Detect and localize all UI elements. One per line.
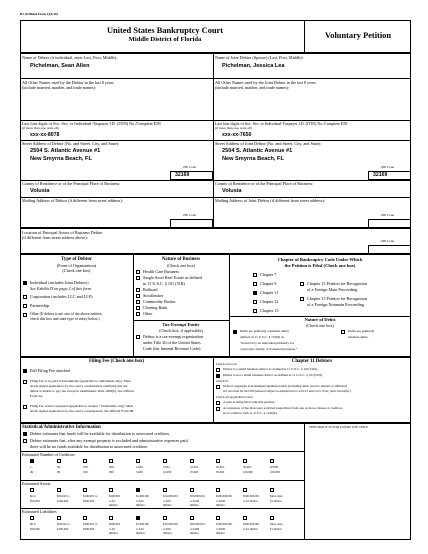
fee-waiver-line2: attach signed application for the court's consideration. See Official Form 3B. (30, 409, 135, 413)
acceptances-line1: Acceptances of the plan were solicited prepetition from one or more classes of creditors, (223, 406, 343, 410)
corporation-checkbox[interactable] (23, 295, 27, 299)
acceptances-line2: in accordance with 11 U.S.C. § 1126(b). (223, 411, 278, 415)
liabilities-option-label: $1 billion (270, 526, 282, 531)
chapter-13-label: Chapter 13 (260, 308, 279, 313)
creditors-option-label: 1,000- (136, 465, 144, 469)
chapter-15-main-checkbox[interactable] (300, 282, 304, 286)
fee-waiver-checkbox[interactable] (23, 405, 27, 409)
assets-label: Estimated Assets (22, 481, 51, 486)
railroad-label: Railroad (143, 287, 158, 292)
joint-zip-label: ZIP Code (381, 165, 394, 169)
assets-option-label: million (109, 503, 118, 507)
single-asset-checkbox[interactable] (136, 276, 140, 280)
business-debts-line1: Debts are primarily (348, 329, 375, 333)
assets-option-label: $10,000,001 (163, 494, 178, 498)
aggregate-debts-line1: Debtor's aggregate noncontingent liquidated debts (excluding debts owed to insiders or affiliates) (223, 384, 347, 388)
assets-option-label: $1 billion (270, 498, 282, 503)
joint-mailing-zip-label: ZIP Code (381, 213, 394, 217)
debtor-county[interactable]: Volusia (30, 188, 50, 194)
assets-option-label: $50,000 (30, 498, 40, 503)
creditors-option-checkbox[interactable] (83, 459, 87, 463)
other-entity-label: Other (If debtor is not one of the above entities, (30, 312, 103, 316)
creditors-option-checkbox[interactable] (57, 459, 61, 463)
creditors-option-label: 100,000 (243, 469, 253, 474)
liabilities-option-label: to $500 (216, 526, 226, 531)
creditors-option-checkbox[interactable] (190, 459, 194, 463)
liabilities-option-label: $500,000 (83, 526, 95, 531)
joint-mailing-zip-box[interactable] (368, 219, 411, 228)
plan-filed-label: A plan is being filed with this petition. (223, 400, 276, 404)
creditors-option-checkbox[interactable] (30, 459, 34, 463)
liabilities-option-label: More than (270, 522, 283, 526)
assets-option-label: $50,001 to (57, 494, 70, 498)
business-debts-checkbox[interactable] (341, 330, 345, 334)
creditors-option-checkbox[interactable] (109, 459, 113, 463)
form-id: B1 (Official Form 1)(4/10) (20, 12, 58, 16)
liabilities-option-checkbox[interactable] (216, 516, 220, 520)
chapter-15-main-label-2: of a Foreign Main Proceeding (307, 287, 358, 292)
chapter-15-main-label: Chapter 15 Petition for Recognition (307, 281, 368, 286)
debtor-ssn-label: Last four digits of Soc. Sec. or Individual-Taxpayer I.D. (ITIN) No./Complete EIN (22, 121, 161, 126)
funds-available-checkbox[interactable] (23, 432, 27, 436)
divider (20, 508, 304, 509)
liabilities-option-checkbox[interactable] (57, 516, 61, 520)
liabilities-option-checkbox[interactable] (30, 516, 34, 520)
individual-note: See Exhibit D on page 2 of this form. (30, 286, 92, 291)
creditors-label: Estimated Number of Creditors (22, 452, 75, 457)
creditors-option-label: 200- (109, 465, 115, 469)
liabilities-option-label: $100,000,001 (216, 522, 233, 526)
debtor-zip[interactable]: 32169 (175, 172, 190, 178)
chapter-11-label: Chapter 11 (260, 290, 279, 295)
liabilities-option-checkbox[interactable] (163, 516, 167, 520)
assets-option-label: to $50 (163, 498, 171, 503)
ch11-debtors-title: Chapter 11 Debtors (291, 359, 333, 364)
liabilities-option-label: million (136, 531, 145, 535)
creditors-option-label: 49 (30, 469, 33, 474)
consumer-debts-line4: a personal, family, or household purpose." (240, 347, 298, 351)
assets-option-label: $0 to (30, 494, 37, 498)
other-entity-checkbox[interactable] (23, 313, 27, 317)
creditors-option-label: 5,000 (136, 469, 143, 474)
consumer-debts-line1: Debts are primarily consumer debts, (240, 329, 290, 333)
other-business-checkbox[interactable] (136, 312, 140, 316)
assets-option-checkbox[interactable] (30, 488, 34, 492)
chapter-15-nonmain-label-2: of a Foreign Nonmain Proceeding (307, 302, 364, 307)
health-care-label: Health Care Business (143, 269, 180, 274)
commodity-checkbox[interactable] (136, 300, 140, 304)
consumer-debts-checkbox[interactable] (233, 330, 237, 334)
joint-zip[interactable]: 32169 (373, 172, 388, 178)
joint-mailing-label: Mailing Address of Joint Debtor (if different from street address): (215, 198, 326, 203)
liabilities-option-label: $50,000,001 (190, 522, 205, 526)
chapter-15-nonmain-label: Chapter 15 Petition for Recognition (307, 296, 368, 301)
district-name: Middle District of Florida (128, 36, 202, 43)
court-use-label: THIS SPACE IS FOR COURT USE ONLY (309, 425, 369, 429)
assets-option-checkbox[interactable] (136, 488, 140, 492)
assets-option-label: million (216, 503, 225, 507)
creditors-option-label: 999 (109, 469, 114, 474)
joint-name[interactable]: Pichelman, Jessica Lea (222, 63, 285, 69)
installments-checkbox[interactable] (23, 380, 27, 384)
debtor-mailing-zip-label: ZIP Code (183, 213, 196, 217)
funds-available-label: Debtor estimates that funds will be available for distribution to unsecured creditors. (30, 431, 171, 436)
divider (229, 254, 230, 357)
assets-option-label: to $1 (109, 498, 116, 503)
chapter-13-checkbox[interactable] (253, 309, 257, 313)
joint-county[interactable]: Volusia (222, 188, 242, 194)
small-business-label: Debtor is a small business debtor as defined in 11 U.S.C. § 101(51D). (223, 367, 318, 371)
assets-option-checkbox[interactable] (83, 488, 87, 492)
debtor-name-label: Name of Debtor (if individual, enter Last, First, Middle): (22, 55, 118, 60)
nature-debts-title: Nature of Debts (304, 317, 336, 322)
no-funds-line2: there will be no funds available for distribution to unsecured creditors. (30, 444, 149, 449)
debtor-other-names-sub: (include married, maiden, and trade names): (22, 85, 97, 90)
assets-option-label: to $500 (216, 498, 226, 503)
aggregate-debts-checkbox[interactable] (216, 385, 220, 389)
clearing-bank-checkbox[interactable] (136, 306, 140, 310)
tax-exempt-line2: under Title 26 of the United States (143, 340, 201, 345)
assets-option-checkbox[interactable] (109, 488, 113, 492)
single-asset-label-2: in 11 U.S.C. § 101 (51B) (143, 281, 185, 286)
liabilities-option-label: $500,000,001 (243, 522, 260, 526)
small-business-checkbox[interactable] (216, 368, 220, 372)
liabilities-option-label: $100,000 (57, 526, 69, 531)
divider (133, 320, 229, 321)
liabilities-option-label: to $1 billion (243, 526, 258, 531)
petition-title: Voluntary Petition (325, 31, 391, 40)
no-funds-checkbox[interactable] (23, 439, 27, 443)
joint-county-label: County of Residence or of the Principal Place of Business: (215, 181, 314, 186)
assets-option-label: $100,000 (57, 498, 69, 503)
aggregate-debts-line2: are less than $2,343,300 (amount subject to adjustment on 4/01/13 and every three years thereafter). (223, 389, 352, 393)
single-asset-label: Single Asset Real Estate as defined (143, 275, 202, 280)
assets-option-checkbox[interactable] (163, 488, 167, 492)
chapter-11-checkbox[interactable] (253, 291, 257, 295)
assets-option-label: $100,001 to (83, 494, 98, 498)
debtor-ssn[interactable]: xxx-xx-8078 (30, 132, 60, 138)
chapter-15-nonmain-checkbox[interactable] (300, 297, 304, 301)
divider (213, 357, 214, 423)
corporation-label: Corporation (includes LLC and LLP) (30, 294, 93, 299)
liabilities-option-label: million (109, 531, 118, 535)
liabilities-option-label: $0 to (30, 522, 37, 526)
nature-business-sub: (Check one box) (167, 263, 195, 268)
creditors-option-label: 199 (83, 469, 88, 474)
creditors-option-label: 50,001- (243, 465, 253, 469)
debtor-other-names-label: All Other Names used by the Debtor in the last 8 years (22, 80, 114, 85)
full-fee-checkbox[interactable] (23, 369, 27, 373)
assets-option-checkbox[interactable] (190, 488, 194, 492)
chapter-9-label: Chapter 9 (260, 281, 277, 286)
other-business-label: Other (143, 311, 153, 316)
not-small-business-checkbox[interactable] (216, 374, 220, 378)
filing-fee-title: Filing Fee (Check one box) (89, 359, 144, 364)
creditors-option-label: 25,001- (216, 465, 226, 469)
no-funds-line1: Debtor estimates that, after any exempt property is excluded and administrative expenses paid, (30, 438, 189, 443)
joint-street-2[interactable]: New Smyrna Beach, FL (222, 156, 284, 162)
liabilities-option-label: $50,000 (30, 526, 40, 531)
chapter-12-checkbox[interactable] (253, 300, 257, 304)
assets-option-label: million (190, 503, 199, 507)
individual-checkbox[interactable] (23, 281, 27, 285)
liabilities-option-label: $100,001 to (83, 522, 98, 526)
railroad-checkbox[interactable] (136, 288, 140, 292)
joint-name-label: Name of Joint Debtor (Spouse) (Last, First, Middle): (215, 55, 304, 60)
chapter-12-label: Chapter 12 (260, 299, 279, 304)
assets-option-checkbox[interactable] (270, 488, 274, 492)
debtor-street-label: Street Address of Debtor (No. and Street, City, and State): (22, 141, 120, 146)
location-label: Location of Principal Assets of Business Debtor (22, 230, 103, 235)
creditors-option-label: 5,001- (163, 465, 171, 469)
individual-label: Individual (includes Joint Debtors) (30, 280, 89, 285)
debtor-name[interactable]: Pichelman, Sean Allen (30, 63, 90, 69)
tax-exempt-checkbox[interactable] (136, 335, 140, 339)
consumer-debts-line3: "incurred by an individual primarily for (240, 341, 294, 345)
debtor-county-label: County of Residence or of the Principal Place of Business: (22, 181, 121, 186)
health-care-checkbox[interactable] (136, 270, 140, 274)
tax-exempt-line3: Code (the Internal Revenue Code). (143, 346, 202, 351)
stockbroker-checkbox[interactable] (136, 294, 140, 298)
stat-title: Statistical/Administrative Information (22, 425, 101, 430)
divider (304, 423, 305, 540)
divider (20, 480, 304, 481)
divider (20, 78, 411, 79)
creditors-option-label: 100,000 (270, 469, 280, 474)
location-sub: (if different from street address above): (22, 235, 88, 240)
liabilities-option-label: to $1 (109, 526, 116, 531)
stockbroker-label: Stockbroker (143, 293, 164, 298)
chapter-9-checkbox[interactable] (253, 282, 257, 286)
tax-exempt-line1: Debtor is a tax-exempt organization (143, 334, 204, 339)
liabilities-option-checkbox[interactable] (270, 516, 274, 520)
assets-option-label: $500,001 (109, 494, 121, 498)
type-debtor-sub2: (Check one box) (62, 268, 91, 273)
creditors-option-label: 50,000 (216, 469, 225, 474)
consumer-debts-line2: defined in 11 U.S.C. § 101(8) as (240, 335, 284, 339)
divider (304, 20, 305, 53)
type-debtor-sub1: (Form of Organization) (56, 263, 97, 268)
court-title: United States Bankruptcy Court (106, 26, 224, 35)
liabilities-option-checkbox[interactable] (83, 516, 87, 520)
liabilities-option-label: million (216, 531, 225, 535)
assets-option-label: $500,000,001 (243, 494, 260, 498)
ch11-check-one: Check one box: (216, 362, 238, 366)
assets-option-label: to $10 (136, 498, 144, 503)
installments-line2: attach signed application for the court's consideration certifying that the (30, 384, 128, 388)
liabilities-option-label: to $10 (136, 526, 144, 531)
joint-other-names-label: All Other Names used by the Joint Debtor in the last 8 years (215, 80, 316, 85)
creditors-option-checkbox[interactable] (216, 459, 220, 463)
creditors-option-checkbox[interactable] (243, 459, 247, 463)
debtor-street-1[interactable]: 2504 S. Atlantic Avenue #1 (30, 148, 101, 154)
assets-option-label: $50,000,001 (190, 494, 205, 498)
assets-option-label: More than (270, 494, 283, 498)
joint-ssn-label: Last four digits of Soc. Sec. or Individual-Taxpayer I.D. (ITIN) No./Complete EIN (215, 121, 348, 126)
creditors-option-label: 99 (57, 469, 60, 474)
creditors-option-label: 10,001- (190, 465, 200, 469)
ch11-check-all: Check all applicable boxes: (216, 395, 254, 399)
liabilities-option-checkbox[interactable] (109, 516, 113, 520)
ch11-check-if: Check if: (216, 379, 229, 383)
liabilities-option-label: to $50 (163, 526, 171, 531)
acceptances-checkbox[interactable] (216, 407, 220, 411)
liabilities-option-label: to $100 (190, 526, 200, 531)
joint-other-names-sub: (include married, maiden, and trade names): (215, 85, 290, 90)
creditors-option-label: 50- (57, 465, 61, 469)
joint-street-1[interactable]: 2504 S. Atlantic Avenue #1 (222, 148, 293, 154)
joint-ssn-sub: (if more than one, state all) (215, 126, 252, 130)
installments-line4: Form 3A. (30, 394, 44, 398)
chapter-7-checkbox[interactable] (253, 273, 257, 277)
creditors-option-label: OVER (270, 465, 279, 469)
creditors-option-label: 1- (30, 465, 33, 469)
liabilities-option-label: $50,001 to (57, 522, 70, 526)
liabilities-option-label: $500,001 (109, 522, 121, 526)
creditors-option-checkbox[interactable] (163, 459, 167, 463)
assets-option-checkbox[interactable] (57, 488, 61, 492)
liabilities-option-label: $1,000,001 (136, 522, 150, 526)
assets-option-label: million (136, 503, 145, 507)
debtor-ssn-sub: (if more than one, state all) (22, 126, 59, 130)
debtor-street-2[interactable]: New Smyrna Beach, FL (30, 156, 92, 162)
location-zip-label: ZIP Code (381, 239, 394, 243)
liabilities-option-label: $10,000,001 (163, 522, 178, 526)
liabilities-option-checkbox[interactable] (243, 516, 247, 520)
creditors-option-checkbox[interactable] (136, 459, 140, 463)
chapter-title-2: the Petition is Filed (Check one box) (284, 263, 356, 268)
assets-option-checkbox[interactable] (243, 488, 247, 492)
business-debts-line2: business debts. (348, 335, 369, 339)
full-fee-label: Full Filing Fee attached (30, 368, 70, 373)
location-zip-box[interactable] (368, 245, 411, 254)
creditors-option-label: 25,000 (190, 469, 199, 474)
assets-option-label: million (163, 503, 172, 507)
fee-waiver-line1: Filing Fee waiver requested (applicable to chapter 7 individuals only). Must (30, 404, 134, 408)
nature-business-title: Nature of Business (161, 257, 201, 262)
nature-debts-sub: (Check one box) (306, 323, 334, 328)
creditors-option-label: 10,000 (163, 469, 172, 474)
creditors-option-checkbox[interactable] (270, 459, 274, 463)
joint-street-label: Street Address of Joint Debtor (No. and Street, City, and State): (215, 141, 322, 146)
partnership-label: Partnership (30, 303, 50, 308)
commodity-label: Commodity Broker (143, 299, 176, 304)
assets-option-label: $100,000,001 (216, 494, 233, 498)
debtor-mailing-zip-box[interactable] (170, 219, 213, 228)
assets-option-label: to $1 billion (243, 498, 258, 503)
liabilities-option-checkbox[interactable] (190, 516, 194, 520)
liabilities-label: Estimated Liabilities (22, 509, 57, 514)
divider (133, 254, 134, 357)
clearing-bank-label: Clearing Bank (143, 305, 168, 310)
liabilities-option-checkbox[interactable] (136, 516, 140, 520)
tax-exempt-title: Tax-Exempt Entity (162, 322, 200, 327)
creditors-option-label: 100- (83, 465, 89, 469)
joint-ssn[interactable]: xxx-xx-7650 (222, 132, 252, 138)
plan-filed-checkbox[interactable] (216, 401, 220, 405)
installments-line1: Filing Fee to be paid in installments (applicable to individuals only). Must (30, 379, 131, 383)
installments-line3: debtor is unable to pay fee except in installments. Rule 1006(b). See Official (30, 389, 134, 393)
tax-exempt-sub: (Check box, if applicable) (159, 328, 203, 333)
debtor-mailing-label: Mailing Address of Debtor (if different from street address): (22, 198, 123, 203)
other-entity-note: check this box and state type of entity below.) (30, 317, 100, 321)
partnership-checkbox[interactable] (23, 304, 27, 308)
type-debtor-title: Type of Debtor (61, 257, 92, 262)
assets-option-checkbox[interactable] (216, 488, 220, 492)
assets-option-label: $500,000 (83, 498, 95, 503)
liabilities-option-label: million (190, 531, 199, 535)
assets-option-label: $1,000,001 (136, 494, 150, 498)
chapter-7-label: Chapter 7 (260, 272, 277, 277)
not-small-business-label: Debtor is not a small business debtor as defined in 11 U.S.C. § 101(51D). (223, 373, 323, 377)
assets-option-label: to $100 (190, 498, 200, 503)
chapter-title-1: Chapter of Bankruptcy Code Under Which (277, 257, 363, 262)
liabilities-option-label: million (163, 531, 172, 535)
debtor-zip-label: ZIP Code (183, 165, 196, 169)
